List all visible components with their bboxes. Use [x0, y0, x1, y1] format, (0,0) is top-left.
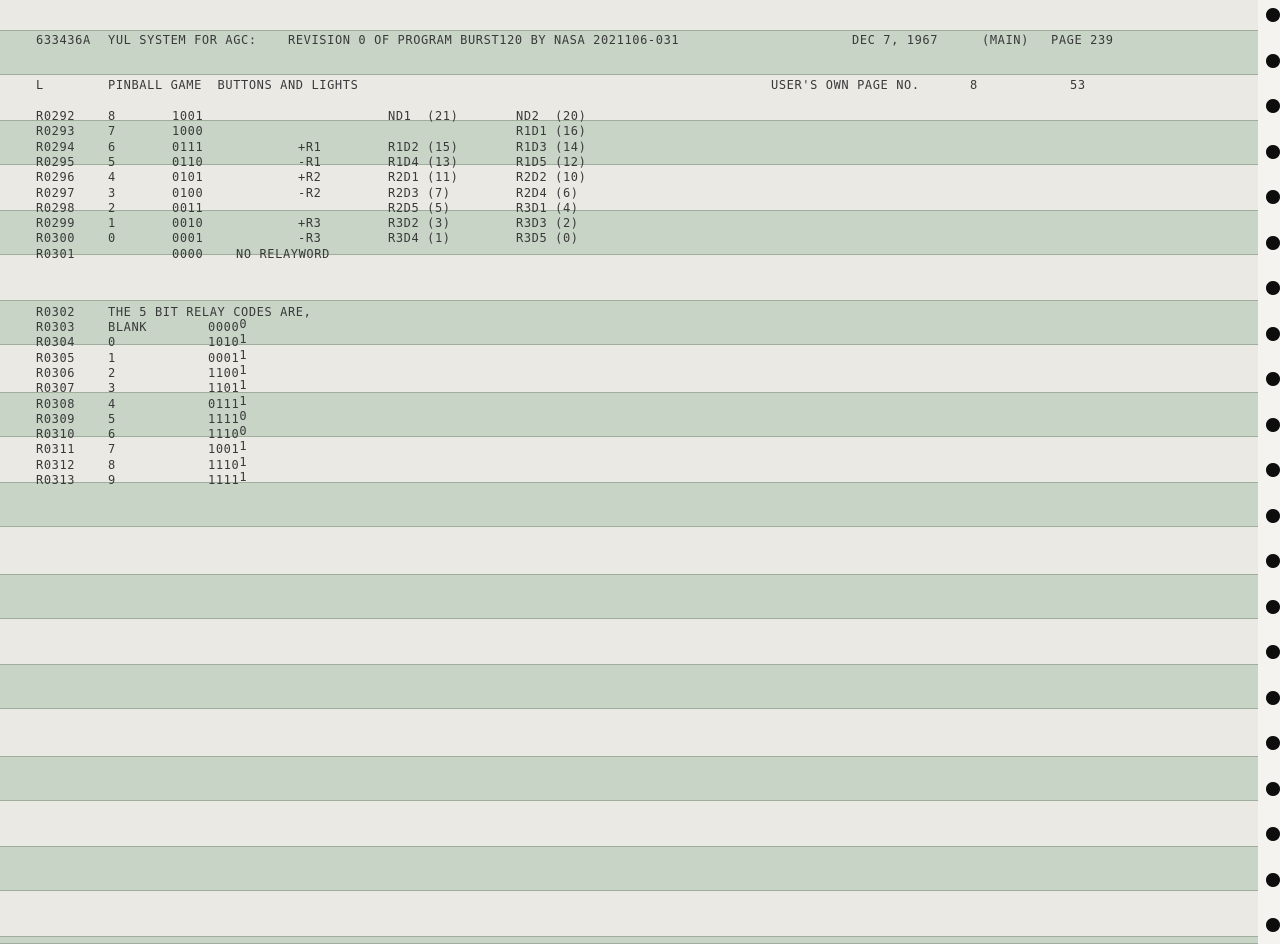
sign-column: -R2	[298, 185, 322, 200]
relay-word-a: R2D5 (5)	[388, 200, 451, 215]
relay-code: 0110	[172, 154, 204, 169]
relay-code: 0000	[172, 246, 204, 261]
relay-word-a: R1D4 (13)	[388, 154, 459, 169]
code-last-bit: 0	[239, 424, 248, 439]
relay-word-b: R1D5 (12)	[516, 154, 587, 169]
digit-value: 0	[108, 231, 116, 246]
print-date: DEC 7, 1967	[852, 33, 939, 47]
relay-code: 0001	[172, 231, 204, 246]
digit-label: 0	[108, 335, 116, 350]
relay-word-b: R2D4 (6)	[516, 185, 579, 200]
line-ref: R0299	[36, 216, 76, 231]
line-ref: R0308	[36, 396, 76, 411]
digit-value: 3	[108, 185, 116, 200]
relay-code: 0011	[172, 200, 204, 215]
listing-id: 633436A	[36, 33, 91, 47]
green-band	[0, 936, 1258, 944]
relay-word-b: R3D3 (2)	[516, 216, 579, 231]
digit-label: 9	[108, 473, 116, 487]
relay-word-b: R1D1 (16)	[516, 124, 587, 139]
green-band	[0, 482, 1258, 527]
feed-hole	[1266, 736, 1280, 750]
digit-value: 6	[108, 139, 116, 154]
system-name: YUL SYSTEM FOR AGC:	[108, 33, 257, 47]
digit-label: 1	[108, 350, 116, 365]
code-last-bit: 1	[239, 378, 248, 393]
codes-title-ref: R0302	[36, 305, 76, 319]
sign-column: -R1	[298, 154, 322, 169]
feed-hole	[1266, 327, 1280, 341]
relay-word-a: R2D3 (7)	[388, 185, 451, 200]
users-page-label: USER'S OWN PAGE NO.	[771, 78, 920, 92]
feed-hole	[1266, 691, 1280, 705]
relay-word-b: R3D1 (4)	[516, 200, 579, 215]
feed-hole	[1266, 418, 1280, 432]
line-ref: R0309	[36, 411, 76, 426]
feed-hole	[1266, 145, 1280, 159]
line-ref: R0292	[36, 109, 76, 123]
code-last-bit: 0	[239, 408, 248, 423]
code-bits: 1111	[208, 473, 240, 487]
feed-hole	[1266, 190, 1280, 204]
relay-code: 1000	[172, 124, 204, 139]
main-label: (MAIN)	[982, 33, 1029, 47]
code-last-bit: 1	[239, 454, 248, 469]
line-ref: R0304	[36, 335, 76, 350]
sign-column: +R2	[298, 170, 322, 185]
feed-hole	[1266, 99, 1280, 113]
code-bits: 1100	[208, 365, 240, 380]
line-ref: R0300	[36, 231, 76, 246]
line-ref: R0297	[36, 185, 76, 200]
relay-word-a: R3D4 (1)	[388, 231, 451, 246]
digit-value: 8	[108, 109, 116, 123]
feed-hole	[1266, 54, 1280, 68]
green-band	[0, 392, 1258, 437]
five-bit-code	[208, 470, 248, 487]
relay-code: 0101	[172, 170, 204, 185]
code-last-bit: 0	[239, 317, 248, 331]
code-bits: 1110	[208, 427, 240, 442]
feed-hole	[1266, 645, 1280, 659]
digit-value: 1	[108, 216, 116, 231]
feed-hole	[1266, 509, 1280, 523]
codes-title: THE 5 BIT RELAY CODES ARE,	[108, 305, 312, 319]
green-band	[0, 756, 1258, 801]
relay-word-a: R3D2 (3)	[388, 216, 451, 231]
digit-label: BLANK	[108, 320, 148, 334]
row-note: NO RELAYWORD	[236, 246, 330, 261]
code-last-bit: 1	[239, 470, 248, 484]
code-last-bit: 1	[239, 332, 248, 347]
code-bits: 0000	[208, 320, 240, 334]
digit-value: 2	[108, 200, 116, 215]
relay-word-a: R1D2 (15)	[388, 139, 459, 154]
line-ref: R0298	[36, 200, 76, 215]
log-mark: L	[36, 78, 44, 92]
code-bits: 0001	[208, 350, 240, 365]
digit-value: 5	[108, 154, 116, 169]
sign-column: +R1	[298, 139, 322, 154]
line-ref: R0293	[36, 124, 76, 139]
digit-value: 4	[108, 170, 116, 185]
line-ref: R0301	[36, 246, 76, 261]
code-last-bit: 1	[239, 362, 248, 377]
line-ref: R0303	[36, 320, 76, 334]
line-ref: R0311	[36, 442, 76, 457]
page-code: 53	[1070, 78, 1086, 92]
code-bits: 1101	[208, 381, 240, 396]
relay-word-b: ND2 (20)	[516, 109, 587, 123]
relay-word-b: R2D2 (10)	[516, 170, 587, 185]
digit-label: 4	[108, 396, 116, 411]
feed-hole	[1266, 8, 1280, 22]
digit-label: 5	[108, 411, 116, 426]
line-ref: R0306	[36, 365, 76, 380]
green-band	[0, 846, 1258, 891]
digit-label: 8	[108, 457, 116, 472]
digit-label: 2	[108, 365, 116, 380]
line-ref: R0313	[36, 473, 76, 487]
green-band	[0, 664, 1258, 709]
line-ref: R0295	[36, 154, 76, 169]
feed-hole	[1266, 463, 1280, 477]
feed-hole	[1266, 918, 1280, 932]
feed-hole	[1266, 873, 1280, 887]
relay-word-a: R2D1 (11)	[388, 170, 459, 185]
code-bits: 1010	[208, 335, 240, 350]
line-ref: R0310	[36, 427, 76, 442]
digit-label: 7	[108, 442, 116, 457]
revision-line: REVISION 0 OF PROGRAM BURST120 BY NASA 2021106-031	[288, 33, 680, 47]
green-band	[0, 574, 1258, 619]
feed-hole	[1266, 236, 1280, 250]
digit-label: 6	[108, 427, 116, 442]
line-ref: R0305	[36, 350, 76, 365]
line-ref: R0307	[36, 381, 76, 396]
page-number: PAGE 239	[1051, 33, 1114, 47]
code-bits: 1110	[208, 457, 240, 472]
relay-code: 1001	[172, 109, 204, 123]
code-last-bit: 1	[239, 347, 248, 362]
line-ref: R0294	[36, 139, 76, 154]
relay-code: 0111	[172, 139, 204, 154]
code-bits: 0111	[208, 396, 240, 411]
sign-column: -R3	[298, 231, 322, 246]
code-last-bit: 1	[239, 393, 248, 408]
relay-word-a: ND1 (21)	[388, 109, 459, 123]
relay-code: 0010	[172, 216, 204, 231]
feed-hole	[1266, 827, 1280, 841]
feed-hole	[1266, 372, 1280, 386]
relay-code: 0100	[172, 185, 204, 200]
section-title: PINBALL GAME BUTTONS AND LIGHTS	[108, 78, 359, 92]
relay-word-b: R3D5 (0)	[516, 231, 579, 246]
feed-hole	[1266, 782, 1280, 796]
digit-value: 7	[108, 124, 116, 139]
line-ref: R0296	[36, 170, 76, 185]
relay-word-b: R1D3 (14)	[516, 139, 587, 154]
sign-column: +R3	[298, 216, 322, 231]
line-ref: R0312	[36, 457, 76, 472]
code-bits: 1111	[208, 411, 240, 426]
digit-label: 3	[108, 381, 116, 396]
feed-hole	[1266, 600, 1280, 614]
users-page-number: 8	[970, 78, 978, 92]
feed-hole	[1266, 281, 1280, 295]
feed-hole	[1266, 554, 1280, 568]
code-last-bit: 1	[239, 439, 248, 454]
tractor-feed-strip	[1258, 0, 1280, 944]
code-bits: 1001	[208, 442, 240, 457]
